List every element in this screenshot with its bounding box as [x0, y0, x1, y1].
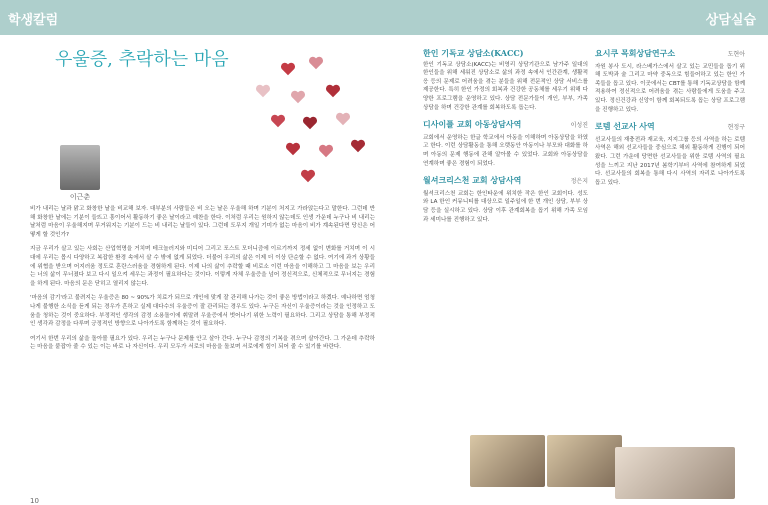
section-author: 정은지 [570, 178, 588, 186]
group-photo [470, 435, 545, 487]
heart-shape [318, 143, 334, 157]
section-label: 학생칼럼 [8, 13, 59, 28]
section-yoshiku [595, 49, 745, 114]
section-wilshire [423, 176, 588, 224]
group-photo [547, 435, 622, 487]
heart-shape [325, 83, 341, 97]
heart-shape [285, 141, 301, 155]
paragraph: 지금 우리가 살고 있는 사회는 산업혁명을 거치며 테크놀러지와 미디어 그리고 포스트 모더니즘에 이르기까지 정세 없이 변화를 거치며 이 시대에 우리는 몹시 다양하고 복잡한 환경 속에서 살 수 밖에 없게 되었다. 더불어 우리의 삶은 이제 더 이상 단순할 수 없다. 여기에 과거 상황들에 위협을 받으며 어지러움 정도로 혼란스러움을 경험하게 된다. 이제 나의 삶이 추락할 때 비로소 이런 마음을 이해하고 그 마음을 보는 우리는 너의 삶이 무너졌다 보고 다시 일으켜 세우는 과정이 필요하다는 것이다. 이렇게 자체 우울증을 넘어 정신적으로, 신체적으로 무너지는 경험을 하게 된다. 마음의 문은 닫히고 열리지 않는다. [30, 246, 375, 287]
author-photo [60, 145, 100, 190]
heart-shape [350, 138, 366, 152]
section-body: 한인 기독교 상담소(KACC)는 비영리 상담기관으로 남가주 일대의 한인들을 위해 세워진 상담소로 삶의 과정 속에서 인간관계, 생활적응 등의 문제로 어려움을 겪는 분들을 위해 전문적인 상담 서비스를 제공한다. 특히 한인 가정의 회복과 건강한 공동체를 세우기 위해 다양한 프로그램을 운영하고 있다. 상담 전문가들이 개인, 부부, 가족 상담을 하며 건강한 관계를 회복하도록 돕는다. [423, 61, 588, 111]
section-title: 요시쿠 목회상담연구소 [595, 49, 676, 58]
section-author: 도현아 [727, 51, 745, 58]
section-body: 자원 봉사 도시, 라스베가스에서 살고 있는 교민들을 돕기 위해 도박과 술 그리고 마약 중독으로 힘들어하고 있는 한인 가족들을 돕고 있다. 이곳에서는 CBT를 통해 기독교상담을 함께 적용하여 정신적으로 어려움을 겪는 사람들에게 도움을 주고 있다. 정신건강과 신앙이 함께 회복되도록 돕는 상담 프로그램을 진행하고 있다. [595, 63, 745, 113]
practicum-column-middle [423, 49, 588, 499]
heart-shape [302, 115, 318, 129]
section-author: 이성진 [570, 122, 588, 130]
section-body: 선교사들의 재충전과 재교육, 지지그룹 등의 사역을 하는 로템 사역은 해외 선교사들을 중심으로 해외 활동하게 진행이 되어 왔다. 그런 가운데 당면한 선교사들을 위한 로템 사역의 필요성을 느끼고 지난 2017년 봄학기부터 사역에 참여하게 되었다. 선교사들의 회복을 통해 다시 사역의 자리로 나아가도록 돕고 있다. [595, 136, 745, 186]
group-photo [615, 447, 735, 499]
section-title: 로템 선교사 사역 [595, 121, 655, 132]
page-number: 10 [30, 497, 39, 505]
heart-shape [290, 89, 306, 103]
section-kacc [423, 49, 588, 112]
category-label: 상담실습 [705, 13, 756, 28]
header-bar [0, 0, 768, 35]
paragraph: 비가 내리는 날과 맑고 화창한 날을 비교해 보자. 대부분의 사람들은 비 오는 날은 우울해 하며 기분이 처지고 가라앉는다고 말한다. 그런데 반해 화창한 날에는 기분이 들뜨고 흥이어서 활동하기 좋은 날이라고 예찬을 한다. 이처럼 우리는 원하지 않는데도 인생 가운데 누구나 비 내리는 날처럼 마음이 우울해지며 무거워지는 기분이 드는 비 내리는 날들이 있다. 그런데 도무지 개일 기미가 없는 마음이 비가 계속된다면 당신은 어떻게 할 것인가? [30, 206, 375, 238]
article-title: 우울증, 추락하는 마음 [55, 49, 229, 70]
section-disciple [423, 120, 588, 168]
section-rotem [595, 122, 745, 187]
section-title: 한인 기독교 상담소(KACC) [423, 49, 524, 58]
practicum-column-right [595, 49, 745, 499]
section-title: 월셔크리스천 교회 상담사역 [423, 175, 522, 186]
section-body: 교회에서 운영하는 한글 학교에서 아동을 이해하며 아동상담을 하였고 한다. 이런 상담활동을 통해 오랫동안 아동이나 부모와 대화를 하며 아동의 문제 행동에 관해 알아볼 수 있었다. 교회와 아동상담을 연계하며 좋은 경험이 되었다. [423, 134, 588, 167]
paragraph: '마음의 감기'라고 불려지는 우울증은 80 ~ 90%가 치료가 되므로 개인에 맞게 잘 관리해 나가는 것이 좋은 방법이라고 하겠다. 예나하면 엄청나게 불행한 소식을 듣게 되는 경우가 흔하고 실제 대다수의 우울증이 잘 관리되는 경우도 있다. 누구든 자신이 우울증이라는 것을 인정하고 도움을 청하는 것이 중요하다. 부정적인 생각의 감정 소용돌이에 휘말려 우울증에서 벗어나기 위한 노력이 필요하다. 그리고 상담을 통해 부정적인 생각과 감정을 다루며 긍정적인 방향으로 나아가도록 함께하는 것이 필요하다. [30, 295, 375, 328]
section-author: 현정구 [727, 124, 745, 132]
hearts-illustration [230, 53, 380, 203]
heart-shape [300, 168, 316, 182]
section-body: 월셔크리스천 교회는 한인타운에 위치한 작은 한인 교회이다. 성도와 LA 한인 커뮤니티를 대상으로 일주일에 한 번 개인 상담, 부부 상담 등을 실시하고 있다. 상담 이후 관계회복을 돕기 위해 가족 모임과 세미나를 진행하고 있다. [423, 190, 588, 223]
author-name: 이근춘 [69, 193, 91, 201]
paragraph: 여기서 한번 우리의 삶을 돌아볼 필요가 있다. 우리는 누구나 문제를 안고 살아 간다. 누구나 감정의 기복을 겪으며 살아간다. 그 가운데 추락하는 마음을 붙잡아 줄 수 있는 이는 바로 나 자신이다. 우리 모두가 서로의 마음을 돌보며 서로에게 힘이 되어 줄 수 있기를 바란다. [30, 335, 375, 351]
page-body [0, 35, 768, 505]
article-body [30, 205, 375, 485]
heart-shape [308, 55, 324, 69]
heart-shape [335, 111, 351, 125]
heart-shape [255, 83, 271, 97]
heart-shape [280, 61, 296, 75]
section-title: 디사이플 교회 아동상담사역 [423, 119, 522, 130]
heart-shape [270, 113, 286, 127]
